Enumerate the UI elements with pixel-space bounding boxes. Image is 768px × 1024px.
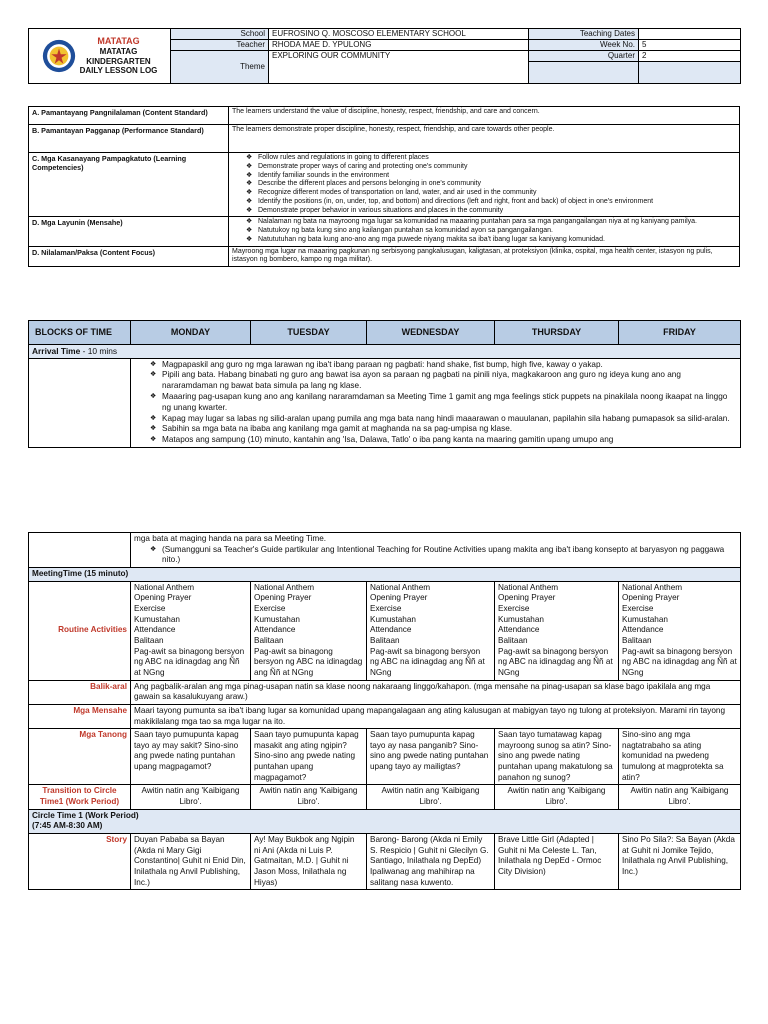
blocks-of-time-header: BLOCKS OF TIME (29, 321, 131, 345)
header-blank-cell (529, 62, 639, 84)
list-item: ❖ Identify the positions (in, on, under, top, and bottom) and directions (left and right, front and back) of object in one's environment (232, 198, 736, 207)
content-focus-label: D. Nilalaman/Paksa (Content Focus) (29, 246, 229, 267)
day-header-wednesday: WEDNESDAY (367, 321, 495, 345)
routine-item: Attendance (134, 625, 176, 635)
balik-aral-text: Ang pagbalik-aralan ang mga pinag-usapan natin sa klase noong nakaraang linggo/kahapon. (mga mensahe na pinag-usapan sa klase bago ipakilala ang mga gawain sa kasalukuyang araw.) (131, 680, 741, 704)
routine-item: National Anthem (254, 582, 315, 592)
list-item: ❖ Nalalaman ng bata na mayroong mga lugar sa komunidad na maaaring puntahan para sa mga pangangailangan niya at ng kaniyang pamilya. (232, 218, 736, 227)
routine-item: Pag-awit sa binagong bersyon ng ABC na idinagdag ang Ññ at NGng (370, 646, 485, 677)
routine-item: Exercise (254, 603, 286, 613)
routine-item: National Anthem (134, 582, 195, 592)
logo-line-3: DAILY LESSON LOG (79, 66, 158, 76)
theme-value: EXPLORING OUR COMMUNITY (269, 51, 529, 84)
list-item: ❖ Pipili ang bata. Habang binabati ng guro ang bawat isa ayon sa paraan ng pagbati na pinili niya, magkakaroon ang guro ng ideya kung ano ang nararamdaman ng bawat bata simula pa lang ng klase. (134, 370, 737, 392)
list-item: ❖ Follow rules and regulations in going to different places (232, 154, 736, 163)
arrival-activities (131, 358, 741, 448)
mga-mensahe-label: Mga Mensahe (29, 704, 131, 728)
teacher-value: RHODA MAE D. YPULONG (269, 40, 529, 51)
competencies-label: C. Mga Kasanayang Pampagkatuto (Learning Competencies) (29, 153, 229, 217)
transition-friday: Awitin natin ang 'Kaibigang Libro'. (619, 785, 741, 809)
list-item: ❖ (Sumangguni sa Teacher's Guide partikular ang Intentional Teaching for Routine Activities upang makita ang iba't ibang konsepto at baryasyon ng paggawa nito.) (134, 545, 737, 566)
list-item: ❖ Demonstrate proper behavior in various situations and places in the community (232, 207, 736, 216)
header-table (28, 28, 741, 84)
story-thursday: Brave Little Girl (Adapted | Guhit ni Ma Celeste L. Tan, Inilathala ng DepEd - Ormoc City Division) (495, 834, 619, 890)
transition-wednesday: Awitin natin ang 'Kaibigang Libro'. (367, 785, 495, 809)
mga-mensahe-text: Maari tayong pumunta sa iba't ibang lugar sa komunidad upang mapangalagaan ang ating kalusugan at mabigyan tayo ng tulong at proteksiyon. Marami rin tayong makikilalang mga tao sa mga lugar na ito. (131, 704, 741, 728)
competencies-list (232, 154, 736, 215)
routine-friday (619, 581, 741, 680)
story-tuesday: Ay! May Bukbok ang Ngipin ni Ani (Akda ni Luis P. Gatmaitan, M.D. | Guhit ni Jason Moss, Inilathala ng Hiyas) (251, 834, 367, 890)
transition-monday: Awitin natin ang 'Kaibigang Libro'. (131, 785, 251, 809)
standards-table (28, 106, 740, 267)
transition-tuesday: Awitin natin ang 'Kaibigang Libro'. (251, 785, 367, 809)
objectives-label: D. Mga Layunin (Mensahe) (29, 217, 229, 246)
continuation-blank-cell (29, 533, 131, 568)
routine-item: National Anthem (622, 582, 683, 592)
tanong-thursday: Saan tayo tumatawag kapag mayroong sunog sa atin? Sino-sino ang pwede nating puntahan upang makatulong sa panahon ng sunog? (495, 729, 619, 785)
routine-item: Pag-awit sa binagong bersyon ng ABC na idinagdag ang Ññ at NGng (498, 646, 613, 677)
routine-item: Opening Prayer (134, 593, 192, 603)
routine-tuesday (251, 581, 367, 680)
story-label: Story (29, 834, 131, 890)
routine-item: Opening Prayer (622, 593, 680, 603)
list-item: ❖ Sabihin sa mga bata na ibaba ang kanilang mga gamit at maghanda na sa pag-umpisa ng klase. (134, 424, 737, 435)
circle-time-bar (29, 809, 741, 833)
routine-activities-label: Routine Activities (29, 581, 131, 680)
weekly-schedule-table (28, 320, 741, 448)
list-item: ❖ Identify familiar sounds in the environment (232, 172, 736, 181)
arrival-duration: - 10 mins (80, 346, 118, 356)
theme-label: Theme (171, 51, 269, 84)
school-label: School (171, 29, 269, 40)
transition-label: Transition to Circle Time1 (Work Period) (29, 785, 131, 809)
week-value: 5 (639, 40, 741, 51)
content-standard-label: A. Pamantayang Pangnilalaman (Content Standard) (29, 107, 229, 125)
day-header-monday: MONDAY (131, 321, 251, 345)
logo-line-1: MATATAG (99, 47, 138, 56)
routine-item: Kumustahan (254, 614, 300, 624)
logo-cell (29, 29, 171, 84)
list-item: ❖ Magpapaskil ang guro ng mga larawan ng iba't ibang paraan ng pagbati: hand shake, fist bump, high five, kaway o yakap. (134, 360, 737, 371)
deped-seal-icon (42, 39, 76, 73)
routine-item: Attendance (370, 625, 412, 635)
teacher-label: Teacher (171, 40, 269, 51)
performance-standard-text: The learners demonstrate proper discipline, honesty, respect, friendship, and care towards other people. (229, 125, 740, 153)
arrival-continued (131, 533, 741, 568)
routine-item: National Anthem (498, 582, 559, 592)
routine-item: Exercise (370, 603, 402, 613)
dates-value (639, 29, 741, 40)
routine-item: Opening Prayer (498, 593, 556, 603)
story-friday: Sino Po Sila?: Sa Bayan (Akda at Guhit ni Jomike Tejido, Inilathala ng Anvil Publishing, Inc.) (619, 834, 741, 890)
routine-item: Exercise (622, 603, 654, 613)
objectives-list (232, 218, 736, 244)
routine-item: Opening Prayer (370, 593, 428, 603)
routine-item: National Anthem (370, 582, 431, 592)
routine-monday (131, 581, 251, 680)
routine-item: Balitaan (134, 635, 164, 645)
routine-wednesday (367, 581, 495, 680)
competencies-list-cell (229, 153, 740, 217)
routine-item: Kumustahan (134, 614, 180, 624)
list-item: ❖ Recognize different modes of transportation on land, water, and air used in the community (232, 189, 736, 198)
routine-item: Attendance (254, 625, 296, 635)
routine-thursday (495, 581, 619, 680)
routine-item: Attendance (498, 625, 540, 635)
performance-standard-label: B. Pamantayan Pagganap (Performance Standard) (29, 125, 229, 153)
list-item: ❖ Describe the different places and persons belonging in one's community (232, 180, 736, 189)
brand-logo-text: MATATAG (97, 36, 140, 47)
routine-item: Pag-awit sa binagong bersyon ng ABC na idinagdag ang Ññ at NGng (254, 646, 363, 677)
routine-item: Exercise (498, 603, 530, 613)
arrival-continued-list (134, 545, 737, 566)
list-item: ❖ Demonstrate proper ways of caring and protecting one's community (232, 163, 736, 172)
list-item: ❖ Natututuhan ng bata kung ano-ano ang mga puwede niyang makita sa iba't ibang lugar sa kaniyang komunidad. (232, 236, 736, 245)
arrival-blank-cell (29, 358, 131, 448)
circle-time-hours: (7:45 AM-8:30 AM) (32, 821, 103, 831)
list-item: ❖ Matapos ang sampung (10) minuto, kantahin ang 'Isa, Dalawa, Tatlo' o iba pang kanta na maaring gamitin upang umupo ang (134, 435, 737, 446)
balik-aral-label: Balik-aral (29, 680, 131, 704)
transition-thursday: Awitin natin ang 'Kaibigang Libro'. (495, 785, 619, 809)
header-blank-cell-2 (639, 62, 741, 84)
story-wednesday: Barong- Barong (Akda ni Emily S. Respicio | Guhit ni Glecilyn G. Santiago, Inilathala ng DepEd) Ipaliwanag ang mahihirap na salitang nasa kuwento. (367, 834, 495, 890)
list-item: ❖ Kapag may lugar sa labas ng silid-aralan upang pumila ang mga bata nang hindi maaarawan o mauulanan, papilahin sila habang pumapasok sa silid-aralan. (134, 414, 737, 425)
story-monday: Duyan Pababa sa Bayan (Akda ni Mary Gigi Constantino| Guhit ni Enid Din, Inilathala ng Anvil Publishing, Inc.) (131, 834, 251, 890)
list-item: ❖ Natutukoy ng bata kung sino ang kailangan puntahan sa komunidad ayon sa pangangailangan. (232, 227, 736, 236)
routine-item: Kumustahan (370, 614, 416, 624)
routine-item: Pag-awit sa binagong bersyon ng ABC na idinagdag ang Ññ at NGng (622, 646, 737, 677)
tanong-friday: Sino-sino ang mga nagtatrabaho sa ating komunidad na pwedeng tumulong at magprotekta sa atin? (619, 729, 741, 785)
tanong-wednesday: Saan tayo pumupunta kapag tayo ay nasa panganib? Sino-sino ang pwede nating puntahan upang tayo ay mailigtas? (367, 729, 495, 785)
mga-tanong-label: Mga Tanong (29, 729, 131, 785)
weekly-schedule-continued-table (28, 532, 741, 890)
tanong-monday: Saan tayo pumupunta kapag tayo ay may sakit? Sino-sino ang pwede nating puntahan upang magpagamot? (131, 729, 251, 785)
day-header-thursday: THURSDAY (495, 321, 619, 345)
routine-item: Kumustahan (498, 614, 544, 624)
meeting-time-bar: MeetingTime (15 minuto) (29, 567, 741, 581)
routine-item: Balitaan (370, 635, 400, 645)
routine-item: Balitaan (622, 635, 652, 645)
routine-item: Attendance (622, 625, 664, 635)
week-label: Week No. (529, 40, 639, 51)
objectives-list-cell (229, 217, 740, 246)
quarter-value: 2 (639, 51, 741, 62)
arrival-time-bar (29, 345, 741, 359)
day-header-tuesday: TUESDAY (251, 321, 367, 345)
list-item: ❖ Maaaring pag-usapan kung ano ang kanilang nararamdaman sa Meeting Time 1 gamit ang mga feelings stick puppets na pinakilala noong ikaapat na linggo ng unang kwarter. (134, 392, 737, 414)
logo-line-2: KINDERGARTEN (86, 56, 151, 66)
routine-item: Kumustahan (622, 614, 668, 624)
dates-label: Teaching Dates (529, 29, 639, 40)
circle-time-label: Circle Time 1 (Work Period) (32, 810, 139, 820)
routine-item: Balitaan (498, 635, 528, 645)
arrival-list (134, 360, 737, 447)
routine-item: Opening Prayer (254, 593, 312, 603)
content-focus-text: Mayroong mga lugar na maaaring pagkunan ng serbisyong pangkalusugan, kaligtasan, at proteksiyon (klinika, ospital, mga health center, istasyon ng pulis, istasyon ng bombero, kampo ng mga militar). (229, 246, 740, 267)
arrival-time-label: Arrival Time (32, 346, 81, 356)
day-header-friday: FRIDAY (619, 321, 741, 345)
routine-item: Balitaan (254, 635, 284, 645)
quarter-label: Quarter (529, 51, 639, 62)
tanong-tuesday: Saan tayo pumupunta kapag masakit ang ating ngipin? Sino-sino ang pwede nating puntahan upang magpagamot? (251, 729, 367, 785)
routine-item: Pag-awit sa binagong bersyon ng ABC na idinagdag ang Ññ at NGng (134, 646, 245, 677)
school-value: EUFROSINO Q. MOSCOSO ELEMENTARY SCHOOL (269, 29, 529, 40)
content-standard-text: The learners understand the value of discipline, honesty, respect, friendship, and care and concern. (229, 107, 740, 125)
arrival-continued-text: mga bata at maging handa na para sa Meeting Time. (134, 534, 327, 543)
routine-item: Exercise (134, 603, 166, 613)
